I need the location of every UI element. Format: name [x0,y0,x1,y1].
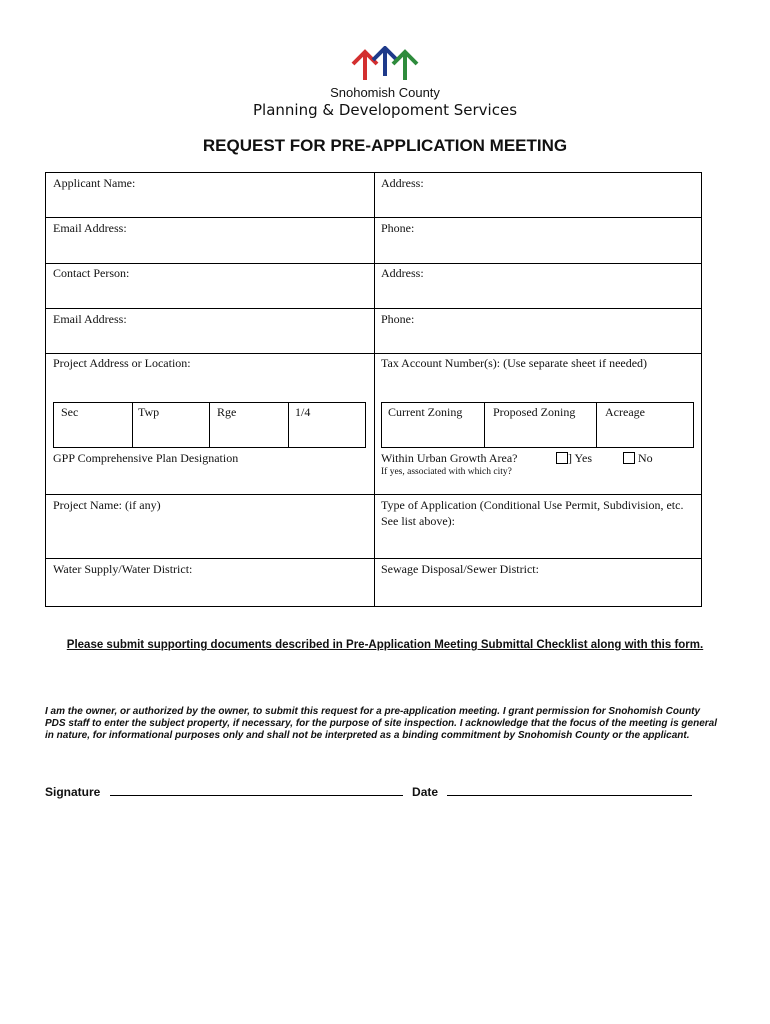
contact-address-field[interactable]: Address: [381,266,424,280]
contact-email-field[interactable]: Email Address: [53,312,127,326]
cell-divider [484,402,485,448]
row-divider [45,263,702,264]
associated-city-field[interactable]: If yes, associated with which city? [381,467,512,477]
applicant-name-field[interactable]: Applicant Name: [53,176,136,190]
sec-field[interactable]: Sec [61,405,79,419]
sewage-disposal-field[interactable]: Sewage Disposal/Sewer District: [381,562,539,576]
certification-statement: I am the owner, or authorized by the owner, to submit this request for a pre-application meeting. I grant permission for Snohomish County PDS staff to enter the subject property, if necessary, for the purpose of site inspection. I acknowledge that the focus of the meeting is general in nature, for informational purposes only and shall not be interpreted as a binding commitment by Snohomish County or the applicant. [45,706,717,741]
row-divider [45,494,702,495]
cell-divider [596,402,597,448]
uga-no-checkbox[interactable] [623,452,635,464]
current-zoning-field[interactable]: Current Zoning [388,405,463,419]
submittal-notice: Please submit supporting documents described in Pre-Application Meeting Submittal Checklist along with this form. [66,639,704,651]
date-field[interactable] [447,785,692,796]
signature-row [45,785,692,799]
cell-divider [288,402,289,448]
quarter-field[interactable]: 1/4 [295,405,311,419]
page-title: REQUEST FOR PRE-APPLICATION MEETING [202,136,568,155]
uga-yes-label: ] Yes [568,451,593,465]
date-label: Date [412,785,439,799]
department-name: Planning & Developoment Services [252,101,518,119]
urban-growth-area-label: Within Urban Growth Area? [381,451,518,465]
row-divider [45,217,702,218]
column-divider [374,172,375,607]
uga-yes-checkbox[interactable] [556,452,568,464]
applicant-address-field[interactable]: Address: [381,176,424,190]
water-supply-field[interactable]: Water Supply/Water District: [53,562,193,576]
row-divider [45,558,702,559]
proposed-zoning-field[interactable]: Proposed Zoning [493,405,576,419]
cell-divider [132,402,133,448]
row-divider [45,308,702,309]
applicant-phone-field[interactable]: Phone: [381,221,415,235]
project-address-field[interactable]: Project Address or Location: [53,356,191,370]
org-name: Snohomish County [330,85,440,100]
uga-no-label: No [638,451,653,465]
tax-account-field[interactable]: Tax Account Number(s): (Use separate sheet if needed) [381,356,648,370]
twp-field[interactable]: Twp [138,405,160,419]
row-divider [45,353,702,354]
snohomish-county-logo [349,46,421,86]
signature-label: Signature [45,785,101,799]
applicant-email-field[interactable]: Email Address: [53,221,127,235]
signature-field[interactable] [110,785,403,796]
rge-field[interactable]: Rge [217,405,237,419]
contact-phone-field[interactable]: Phone: [381,312,415,326]
application-type-field[interactable]: Type of Application (Conditional Use Permit, Subdivision, etc. See list above): [381,498,684,528]
contact-person-field[interactable]: Contact Person: [53,266,130,280]
project-name-field[interactable]: Project Name: (if any) [53,498,161,512]
gpp-designation-field[interactable]: GPP Comprehensive Plan Designation [53,451,239,465]
acreage-field[interactable]: Acreage [605,405,645,419]
cell-divider [209,402,210,448]
